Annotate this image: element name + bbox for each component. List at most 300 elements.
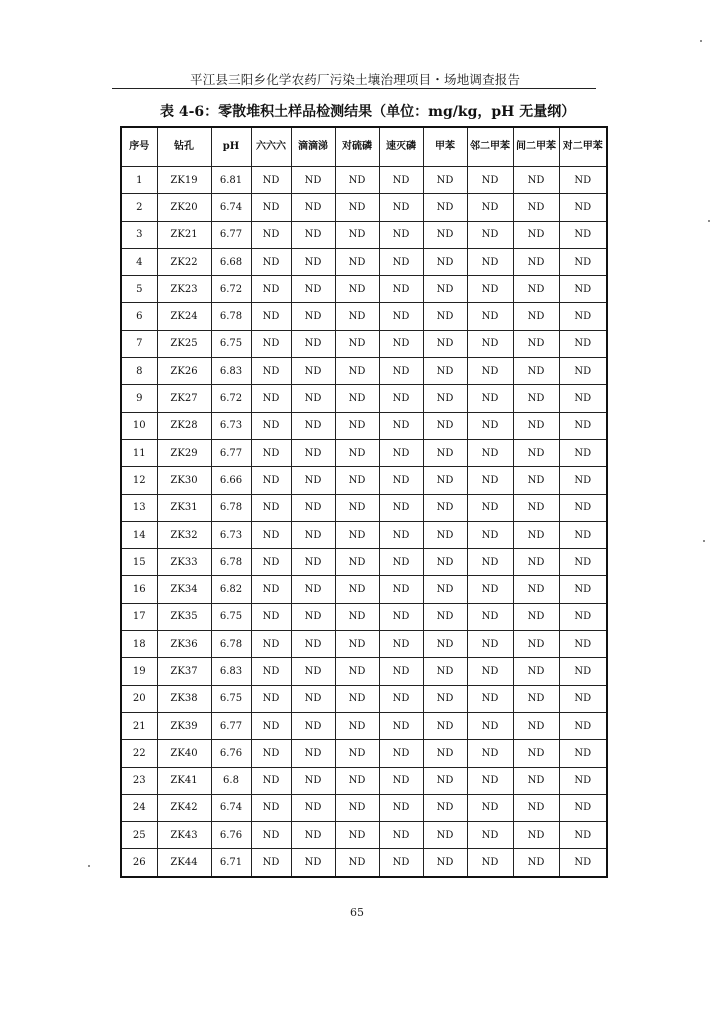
table-cell: ND	[513, 576, 559, 603]
table-cell: ND	[379, 412, 423, 439]
table-cell: ND	[467, 385, 513, 412]
table-cell: ND	[559, 358, 607, 385]
table-row	[121, 603, 607, 630]
table-cell: 6.77	[211, 221, 251, 248]
table-cell: ND	[467, 549, 513, 576]
table-cell: ND	[379, 248, 423, 275]
table-cell: ND	[379, 494, 423, 521]
table-cell: 9	[121, 385, 157, 412]
table-cell: ND	[423, 412, 467, 439]
table-row	[121, 849, 607, 877]
table-cell: ND	[467, 603, 513, 630]
table-cell: ND	[251, 631, 291, 658]
table-cell: ND	[423, 303, 467, 330]
table-cell: ND	[467, 221, 513, 248]
page-number: 65	[350, 906, 364, 919]
table-cell: ND	[513, 794, 559, 821]
table-cell: ND	[513, 194, 559, 221]
table-cell: ND	[559, 276, 607, 303]
table-cell: ND	[513, 849, 559, 877]
table-row	[121, 467, 607, 494]
table-cell: ND	[379, 467, 423, 494]
table-cell: 6.73	[211, 412, 251, 439]
table-cell: ZK31	[157, 494, 211, 521]
table-cell: ND	[559, 303, 607, 330]
table-cell: ND	[379, 221, 423, 248]
table-cell: ND	[467, 658, 513, 685]
scan-speck	[88, 865, 90, 867]
table-cell: ND	[291, 549, 335, 576]
table-cell: 14	[121, 521, 157, 548]
table-cell: ND	[467, 631, 513, 658]
table-cell: ZK39	[157, 712, 211, 739]
table-row	[121, 794, 607, 821]
table-cell: 8	[121, 358, 157, 385]
table-cell: ND	[251, 221, 291, 248]
table-cell: ND	[291, 330, 335, 357]
table-row	[121, 576, 607, 603]
table-row	[121, 358, 607, 385]
table-cell: ND	[291, 794, 335, 821]
table-cell: ZK26	[157, 358, 211, 385]
table-cell: ND	[423, 330, 467, 357]
table-cell: ND	[559, 712, 607, 739]
table-cell: 25	[121, 822, 157, 849]
table-cell: ZK23	[157, 276, 211, 303]
table-cell: ND	[335, 248, 379, 275]
table-cell: ND	[513, 494, 559, 521]
table-cell: ND	[335, 658, 379, 685]
table-cell: ND	[379, 385, 423, 412]
table-cell: ND	[513, 521, 559, 548]
table-cell: ND	[291, 712, 335, 739]
table-row	[121, 631, 607, 658]
table-cell: ND	[423, 194, 467, 221]
table-cell: ND	[379, 358, 423, 385]
table-cell: ND	[467, 467, 513, 494]
table-row	[121, 385, 607, 412]
scan-speck	[703, 540, 705, 542]
table-cell: ND	[559, 740, 607, 767]
table-cell: ND	[251, 685, 291, 712]
table-cell: ND	[291, 194, 335, 221]
table-cell: ND	[559, 248, 607, 275]
table-cell: ND	[291, 385, 335, 412]
table-cell: ND	[467, 276, 513, 303]
table-cell: ND	[379, 330, 423, 357]
table-cell: ND	[423, 521, 467, 548]
table-cell: ND	[251, 549, 291, 576]
table-cell: ND	[291, 767, 335, 794]
table-cell: ND	[559, 849, 607, 877]
header-rule	[112, 88, 596, 89]
table-cell: ND	[467, 822, 513, 849]
table-cell: ND	[379, 276, 423, 303]
table-header-row	[121, 127, 607, 167]
table-cell: ZK28	[157, 412, 211, 439]
table-cell: ND	[291, 849, 335, 877]
table-cell: ND	[467, 740, 513, 767]
table-cell: ND	[559, 221, 607, 248]
table-cell: ND	[379, 167, 423, 194]
table-row	[121, 276, 607, 303]
table-cell: ND	[335, 740, 379, 767]
table-cell: 26	[121, 849, 157, 877]
table-cell: ND	[467, 712, 513, 739]
table-cell: ND	[251, 767, 291, 794]
table-cell: ND	[251, 358, 291, 385]
table-cell: ND	[251, 167, 291, 194]
table-cell: ND	[251, 849, 291, 877]
table-cell: ND	[335, 794, 379, 821]
table-cell: ND	[291, 167, 335, 194]
table-row	[121, 221, 607, 248]
table-cell: 6.78	[211, 549, 251, 576]
table-cell: ND	[513, 467, 559, 494]
table-cell: 21	[121, 712, 157, 739]
table-cell: ND	[335, 822, 379, 849]
table-cell: ND	[559, 658, 607, 685]
table-cell: 20	[121, 685, 157, 712]
table-cell: ND	[291, 822, 335, 849]
table-cell: ND	[559, 167, 607, 194]
table-cell: ND	[467, 576, 513, 603]
table-cell: ND	[559, 385, 607, 412]
table-cell: ND	[251, 412, 291, 439]
table-cell: ND	[251, 194, 291, 221]
table-cell: ZK29	[157, 439, 211, 466]
table-cell: ND	[251, 794, 291, 821]
table-cell: ND	[423, 167, 467, 194]
table-row	[121, 167, 607, 194]
table-cell: ZK22	[157, 248, 211, 275]
scan-speck	[708, 220, 710, 222]
table-cell: ND	[513, 549, 559, 576]
table-cell: ND	[379, 712, 423, 739]
table-cell: 6.71	[211, 849, 251, 877]
table-cell: 6.81	[211, 167, 251, 194]
table-cell: ND	[559, 685, 607, 712]
table-cell: ND	[251, 439, 291, 466]
table-cell: ND	[467, 849, 513, 877]
table-cell: ND	[335, 603, 379, 630]
table-cell: 6.8	[211, 767, 251, 794]
table-cell: ND	[513, 167, 559, 194]
table-cell: ND	[291, 740, 335, 767]
table-cell: ND	[513, 221, 559, 248]
table-cell: ZK34	[157, 576, 211, 603]
table-cell: ND	[251, 712, 291, 739]
table-cell: ND	[559, 794, 607, 821]
table-cell: 6.72	[211, 276, 251, 303]
table-cell: ND	[335, 767, 379, 794]
table-cell: ZK19	[157, 167, 211, 194]
table-cell: ND	[335, 494, 379, 521]
table-cell: ZK30	[157, 467, 211, 494]
table-cell: 3	[121, 221, 157, 248]
table-cell: ND	[291, 412, 335, 439]
table-cell: ND	[513, 385, 559, 412]
table-cell: ND	[379, 303, 423, 330]
table-cell: ND	[513, 248, 559, 275]
table-cell: ND	[335, 167, 379, 194]
table-cell: ND	[379, 794, 423, 821]
table-row	[121, 685, 607, 712]
table-cell: ND	[251, 248, 291, 275]
table-cell: 11	[121, 439, 157, 466]
table-cell: ND	[513, 658, 559, 685]
table-cell: ND	[423, 576, 467, 603]
table-cell: ND	[559, 412, 607, 439]
table-cell: ND	[423, 358, 467, 385]
table-cell: 6.76	[211, 822, 251, 849]
table-cell: ND	[559, 603, 607, 630]
table-cell: ND	[423, 549, 467, 576]
table-cell: ND	[251, 467, 291, 494]
table-cell: ND	[559, 576, 607, 603]
table-cell: 6.78	[211, 303, 251, 330]
table-row	[121, 330, 607, 357]
table-cell: ND	[379, 631, 423, 658]
table-title: 表 4-6：零散堆积土样品检测结果（单位：mg/kg，pH 无量纲）	[160, 104, 576, 120]
column-header: 对二甲苯	[559, 127, 607, 167]
table-row	[121, 521, 607, 548]
table-cell: 4	[121, 248, 157, 275]
table-cell: ND	[513, 303, 559, 330]
table-cell: ND	[423, 494, 467, 521]
table-cell: ND	[559, 767, 607, 794]
table-row	[121, 822, 607, 849]
table-cell: ND	[335, 685, 379, 712]
table-cell: ND	[291, 631, 335, 658]
table-cell: ND	[559, 549, 607, 576]
column-header: 六六六	[251, 127, 291, 167]
table-cell: ND	[379, 767, 423, 794]
table-cell: ND	[291, 248, 335, 275]
table-cell: ND	[559, 194, 607, 221]
table-cell: 6.75	[211, 330, 251, 357]
table-cell: ND	[335, 276, 379, 303]
table-cell: ND	[467, 767, 513, 794]
table-cell: 5	[121, 276, 157, 303]
table-cell: 22	[121, 740, 157, 767]
table-cell: ND	[335, 521, 379, 548]
column-header: 甲苯	[423, 127, 467, 167]
table-row	[121, 412, 607, 439]
table-cell: ND	[335, 576, 379, 603]
table-cell: ND	[251, 740, 291, 767]
table-cell: ND	[559, 330, 607, 357]
table-cell: ND	[379, 576, 423, 603]
column-header: 速灭磷	[379, 127, 423, 167]
table-cell: ND	[251, 494, 291, 521]
table-cell: ND	[513, 712, 559, 739]
table-cell: ND	[467, 167, 513, 194]
table-cell: ND	[291, 521, 335, 548]
table-cell: ND	[423, 603, 467, 630]
table-cell: ND	[335, 358, 379, 385]
table-cell: ZK33	[157, 549, 211, 576]
table-cell: 6.77	[211, 712, 251, 739]
table-cell: 19	[121, 658, 157, 685]
table-cell: ND	[423, 248, 467, 275]
table-cell: ZK20	[157, 194, 211, 221]
table-cell: ND	[291, 576, 335, 603]
table-row	[121, 712, 607, 739]
table-cell: ND	[335, 712, 379, 739]
table-cell: 6.77	[211, 439, 251, 466]
table-cell: ND	[291, 658, 335, 685]
column-header: 邻二甲苯	[467, 127, 513, 167]
table-cell: ZK41	[157, 767, 211, 794]
table-cell: ZK37	[157, 658, 211, 685]
table-cell: ND	[423, 221, 467, 248]
table-row	[121, 194, 607, 221]
table-cell: 2	[121, 194, 157, 221]
table-cell: ND	[513, 631, 559, 658]
running-header: 平江县三阳乡化学农药厂污染土壤治理项目・场地调查报告	[190, 72, 521, 87]
table-cell: ND	[335, 412, 379, 439]
column-header: 滴滴涕	[291, 127, 335, 167]
table-cell: 7	[121, 330, 157, 357]
table-cell: 15	[121, 549, 157, 576]
table-cell: ND	[467, 303, 513, 330]
table-cell: 12	[121, 467, 157, 494]
table-cell: ND	[423, 658, 467, 685]
table-cell: ND	[251, 658, 291, 685]
table-cell: 6.76	[211, 740, 251, 767]
table-cell: ND	[335, 549, 379, 576]
table-cell: ND	[291, 439, 335, 466]
table-cell: ND	[423, 467, 467, 494]
table-row	[121, 494, 607, 521]
table-cell: ND	[467, 330, 513, 357]
scan-speck	[700, 40, 702, 42]
column-header: 间二甲苯	[513, 127, 559, 167]
table-cell: ND	[423, 712, 467, 739]
table-cell: ND	[251, 385, 291, 412]
table-cell: ND	[423, 794, 467, 821]
table-cell: ZK43	[157, 822, 211, 849]
table-cell: ND	[291, 358, 335, 385]
table-cell: ND	[335, 330, 379, 357]
table-cell: ND	[291, 303, 335, 330]
table-cell: ND	[335, 631, 379, 658]
table-cell: 6.68	[211, 248, 251, 275]
table-cell: ND	[335, 221, 379, 248]
column-header: 序号	[121, 127, 157, 167]
table-row	[121, 439, 607, 466]
table-cell: ND	[423, 276, 467, 303]
table-cell: 6.73	[211, 521, 251, 548]
table-cell: ND	[291, 603, 335, 630]
table-row	[121, 767, 607, 794]
table-cell: ND	[379, 549, 423, 576]
table-cell: ND	[379, 521, 423, 548]
table-row	[121, 658, 607, 685]
table-cell: ND	[513, 740, 559, 767]
table-cell: ND	[379, 822, 423, 849]
table-cell: ND	[291, 221, 335, 248]
table-cell: ND	[423, 631, 467, 658]
table-cell: ND	[379, 194, 423, 221]
table-row	[121, 740, 607, 767]
table-cell: ND	[513, 276, 559, 303]
table-cell: ND	[513, 330, 559, 357]
table-cell: ND	[423, 685, 467, 712]
table-cell: 13	[121, 494, 157, 521]
table-cell: ND	[379, 740, 423, 767]
table-cell: ND	[513, 822, 559, 849]
table-cell: ND	[291, 276, 335, 303]
table-cell: ND	[251, 276, 291, 303]
table-cell: 6.75	[211, 685, 251, 712]
table-cell: ND	[559, 467, 607, 494]
table-cell: ND	[423, 740, 467, 767]
table-cell: ND	[559, 521, 607, 548]
table-cell: ND	[467, 412, 513, 439]
table-cell: ND	[423, 849, 467, 877]
table-cell: ND	[423, 767, 467, 794]
table-cell: ND	[251, 330, 291, 357]
table-cell: 6.66	[211, 467, 251, 494]
table-cell: ND	[291, 467, 335, 494]
table-row	[121, 303, 607, 330]
table-cell: ND	[559, 631, 607, 658]
table-cell: ND	[335, 385, 379, 412]
table-cell: 6.82	[211, 576, 251, 603]
table-cell: ZK32	[157, 521, 211, 548]
table-cell: ND	[467, 685, 513, 712]
table-cell: ND	[335, 439, 379, 466]
table-cell: 6.83	[211, 358, 251, 385]
table-cell: ND	[467, 358, 513, 385]
table-cell: ND	[423, 822, 467, 849]
table-cell: ND	[251, 576, 291, 603]
table-cell: 6.83	[211, 658, 251, 685]
table-cell: ND	[379, 439, 423, 466]
table-cell: 6.78	[211, 631, 251, 658]
table-cell: ZK36	[157, 631, 211, 658]
table-cell: ND	[513, 685, 559, 712]
table-cell: ND	[335, 194, 379, 221]
table-cell: 1	[121, 167, 157, 194]
table-cell: 6	[121, 303, 157, 330]
table-cell: ZK35	[157, 603, 211, 630]
table-cell: 6.75	[211, 603, 251, 630]
table-cell: ND	[513, 767, 559, 794]
table-cell: 6.78	[211, 494, 251, 521]
table-cell: ND	[467, 494, 513, 521]
table-cell: 24	[121, 794, 157, 821]
table-cell: 23	[121, 767, 157, 794]
table-cell: ND	[335, 467, 379, 494]
table-cell: ZK42	[157, 794, 211, 821]
column-header: 对硫磷	[335, 127, 379, 167]
table-cell: ZK44	[157, 849, 211, 877]
table-cell: ND	[467, 794, 513, 821]
table-cell: ND	[335, 849, 379, 877]
table-row	[121, 549, 607, 576]
results-table	[120, 126, 608, 878]
table-cell: ZK27	[157, 385, 211, 412]
table-cell: ND	[423, 385, 467, 412]
table-cell: ND	[251, 822, 291, 849]
table-cell: ND	[513, 603, 559, 630]
column-header: pH	[211, 127, 251, 167]
table-cell: 10	[121, 412, 157, 439]
table-cell: ZK24	[157, 303, 211, 330]
